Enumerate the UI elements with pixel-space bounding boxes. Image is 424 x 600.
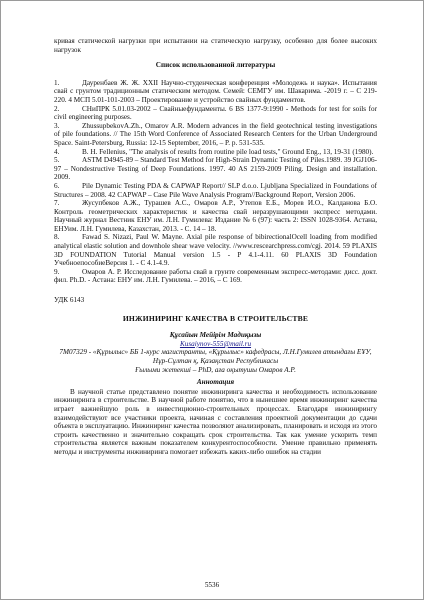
references-heading: Список использованной литературы: [155, 61, 276, 70]
reference-text: B. H. Fellenius, "The analysis of results from routine pile load tests," Ground Eng., 13, 19-31 (1980).: [82, 147, 374, 156]
reference-item: [54, 122, 377, 148]
reference-text: ASTM D4945-89 – Standard Test Method for High-Strain Dynamic Testing of Piles.1989. 39 JGJ106-97 – Nondestructive Testing of Deep Foundations. 1997. 40 AS 2159-2009 Piling. Design and installation. 2009.: [54, 156, 377, 182]
reference-item: [54, 156, 377, 182]
reference-item: [54, 233, 377, 267]
supervisor-line: Ғылыми жетекші – PhD, аға оқытушы Омаров А.Р.: [135, 365, 296, 374]
udk-code: УДК 6143: [54, 296, 85, 305]
reference-number: 3.: [54, 121, 60, 130]
reference-text: Дауренбаев Ж. Ж. XXII Научно-студенческая конференция «Молодежь и наука». Испытания свай с грунтом традиционным статическим методом. Семей: СЕМГУ им. Шакарима. -2019 г. – С 219-220. 4 МСП 5.01-101-2003 – Проектирование и устройство свайных фундаментов.: [54, 78, 377, 104]
reference-number: 6.: [54, 181, 60, 190]
reference-number: 8.: [54, 233, 60, 242]
reference-number: 9.: [54, 267, 60, 276]
reference-number: 7.: [54, 199, 60, 208]
reference-text: СНиПРК 5.01.03-2002 – Свайныефундаменты. 6 BS 1377-9:1990 - Methods for test for soils for civil engineering purposes.: [54, 104, 377, 122]
reference-number: 1.: [54, 78, 60, 87]
author-email-link[interactable]: Kusaiynov-555@mail.ru: [179, 339, 252, 348]
reference-item: [54, 105, 377, 122]
reference-list: [54, 79, 377, 285]
reference-text: Омаров А. Р. Исследование работы свай в грунте современным экспресс-методами: дисс. докт. фил. Ph.D. - Астана: ЕНУ им. Л.Н. Гумилева. – 2016, – С 169.: [54, 267, 377, 285]
reference-item: [54, 148, 377, 157]
reference-text: Fawad S. Nizazi, Paul W. Mayne. Axial pile response of bibirectionalOcell loading from modified analytical elastic solution and downhole shear wave velocity. //www.rescearchpress.com/cgj. 2014. 59 PLAXIS 3D FOUNDATION Tutorial Manual version 1.5 - P 4.1-4.11. 60 PLAXIS 3D Foundation УчебноепособиеВерсия 1. - С 4.1-4.9.: [54, 233, 377, 268]
author-affiliation: 7М07329 - «Құрылыс» ББ 1-курс магистранты, «Құрылыс» кафедрасы, Л.Н.Гумилев атындағы ЕҰУ, Нұр-Сұлтан қ, Қазақстан Республикасы: [59, 348, 372, 365]
reference-number: 2.: [54, 104, 60, 113]
reference-item: [54, 182, 377, 199]
abstract-paragraph: В научной статье представлено понятие инжиниринга качества и необходимость использование инжиниринга в строительстве. В научной работе понятно, что в нынешнее время инжиниринг качества играет важнейшую роль в инвестиционно-строительных процессах. Благодаря инжинирингу взаимодействуют все участники проекта, начиная с составления проектной документации до сдачи объекта в эксплуатацию. Инжиниринг качества позволяют анализировать, планировать и исходя из этого строить качественно и значительно сокращать срок строительства. Так как умение ускорить темп строительства является важным показателем конкурентоспособности. Умение правильно применять методы и инструменты инжиниринга помогает избежать каких-либо ошибок на стадии: [54, 387, 377, 456]
abstract-heading: Аннотация: [196, 378, 235, 387]
intro-paragraph: кривая статической нагрузки при испытании на статическую нагрузку, особенно для более высоких нагрузок: [54, 37, 377, 54]
reference-text: ZhussupbekovA.Zh., Omarov A.R. Modern advances in the field geotechnical testing investigations of pile foundations. // The 15th Word Conference of Associated Research Centers for the Urban Underground Space. Saint-Petersburg, Russia: 12-15 September, 2016, – P. p. 531-535.: [54, 121, 377, 147]
reference-item: [54, 79, 377, 105]
reference-item: [54, 199, 377, 233]
article-title: ИНЖИНИРИНГ КАЧЕСТВА В СТРОИТЕЛЬСТВЕ: [122, 313, 309, 323]
page-number: 5536: [204, 581, 220, 589]
reference-item: [54, 268, 377, 285]
reference-text: Pile Dynamic Testing PDA & CAPWAP Report// SLP d.o.o. Ljubljana Specialized in Foundations of Structures – 2008. 42 CAPWAP – Case Pile Wave Analysis Program//Background Report, Version 2006.: [54, 181, 377, 199]
author-name: Құсайын Мейірім Мадиқызы: [169, 331, 262, 340]
reference-number: 5.: [54, 156, 60, 165]
reference-number: 4.: [54, 147, 60, 156]
reference-text: Жусупбеков А.Ж., Турашев А.С., Омаров А.Р., Утепов Е.Б., Морев И.О., Калданова Б.О. Контроль геометрических характеристик и качества свай неразрушающими экспресс методами. Научный журнал Вестник ЕНУ им. Л.Н. Гумилева: Издание № 6 (97): часть 2: ISSN 1028-9364. Астана, ЕНУим. Л.Н. Гумилева, Казахстан, 2013. - С. 14 – 18.: [54, 199, 377, 233]
